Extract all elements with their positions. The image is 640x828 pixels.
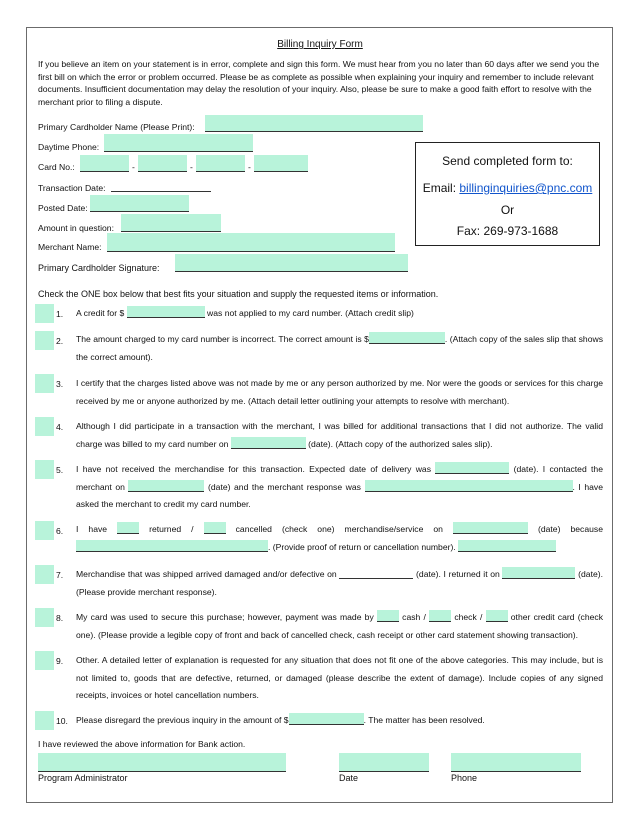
option-9-text: Other. A detailed letter of explanation is requested for any situation that does not fit one of the above categories. This may include, but is not limited to, goods that are defective, returned, or damaged (please describe the extent of damage). Include copies of any signed receipts, invoices or hotel cancellation numbers.	[76, 655, 603, 700]
card-no-field-1[interactable]	[80, 155, 129, 172]
instructions-text: Check the ONE box below that best fits your situation and supply the requested items or information.	[38, 289, 439, 299]
option-3-checkbox[interactable]	[35, 374, 54, 393]
contact-or: Or	[500, 203, 515, 217]
option-8-cash-check[interactable]	[377, 610, 399, 622]
posted-date-field[interactable]	[90, 195, 189, 212]
option-5-checkbox[interactable]	[35, 460, 54, 479]
option-10-checkbox[interactable]	[35, 711, 54, 730]
intro-paragraph: If you believe an item on your statement is in error, complete and sign this form. We must hear from you no later than 60 days after we send you the first bill on which the error or problem occurred. Please be as complete as possible when explaining your inquiry and remember to include relevant documents. Insufficient documentation may delay the resolution of your inquiry. Also, please be sure to make a good faith effort to resolve with the merchant prior to filing a dispute.	[38, 59, 600, 107]
option-1-text: A credit for $ was not applied to my card number. (Attach credit slip)	[76, 308, 414, 318]
daytime-phone-field[interactable]	[104, 134, 253, 152]
option-5-response-field[interactable]	[365, 480, 573, 492]
option-8-checkbox[interactable]	[35, 608, 54, 627]
signature-label: Primary Cardholder Signature:	[38, 263, 160, 273]
amount-field[interactable]	[121, 214, 221, 232]
option-number: 8.	[56, 613, 64, 623]
option-4-text: Although I did participate in a transaction with the merchant, I was billed for additional transactions that I did not authorize. The valid charge was billed to my card number on (date). (Attach copy of the authorized sales slip).	[76, 421, 603, 449]
review-statement: I have reviewed the above information for Bank action.	[38, 739, 246, 749]
option-6-text: I have returned / cancelled (check one) merchandise/service on (date) because . (Provide proof of return or cancellation number).	[76, 524, 603, 552]
option-number: 5.	[56, 465, 64, 475]
option-number: 2.	[56, 336, 64, 346]
option-6-date-field[interactable]	[453, 522, 528, 534]
option-4-date-field[interactable]	[231, 437, 306, 449]
transaction-date-field[interactable]	[111, 175, 211, 192]
option-1-checkbox[interactable]	[35, 304, 54, 323]
option-4-checkbox[interactable]	[35, 417, 54, 436]
option-6-checkbox[interactable]	[35, 521, 54, 540]
option-6-cancellation-field[interactable]	[458, 540, 556, 552]
cardholder-name-field[interactable]	[205, 115, 423, 132]
program-administrator-label: Program Administrator	[38, 773, 128, 783]
amount-label: Amount in question:	[38, 223, 114, 233]
merchant-name-field[interactable]	[107, 233, 395, 252]
card-no-field-2[interactable]	[138, 155, 187, 172]
option-number: 3.	[56, 379, 64, 389]
option-number: 7.	[56, 570, 64, 580]
option-number: 1.	[56, 309, 64, 319]
option-number: 4.	[56, 422, 64, 432]
option-9-checkbox[interactable]	[35, 651, 54, 670]
option-7-text: Merchandise that was shipped arrived damaged and/or defective on (date). I returned it on (date). (Please provide merchant response).	[76, 569, 603, 597]
date-field[interactable]	[339, 753, 429, 772]
card-no-dash: -	[190, 162, 193, 172]
card-no-field-4[interactable]	[254, 155, 308, 172]
card-no-field-3[interactable]	[196, 155, 245, 172]
option-3-text: I certify that the charges listed above was not made by me or any person authorized by me. Nor were the goods or services for this charge received by me or anyone authorized by me. (Attach detail letter outlining your attempts to resolve with merchant).	[76, 378, 603, 406]
option-7-arrival-date-field[interactable]	[339, 567, 413, 579]
card-no-dash: -	[248, 162, 251, 172]
card-no-dash: -	[132, 162, 135, 172]
option-6-cancelled-check[interactable]	[204, 522, 226, 534]
form-title: Billing Inquiry Form	[277, 39, 363, 50]
daytime-phone-label: Daytime Phone:	[38, 142, 100, 152]
contact-box	[415, 142, 600, 246]
phone-field[interactable]	[451, 753, 581, 772]
option-1-amount-field[interactable]	[127, 306, 205, 318]
option-5-contact-date-field[interactable]	[128, 480, 204, 492]
posted-date-label: Posted Date:	[38, 203, 88, 213]
contact-fax: Fax: 269-973-1688	[456, 224, 559, 238]
contact-heading: Send completed form to:	[442, 154, 573, 168]
option-number: 10.	[56, 716, 68, 726]
option-8-credit-card-check[interactable]	[486, 610, 508, 622]
option-8-text: My card was used to secure this purchase; however, payment was made by cash / check / other credit card (check one). (Please provide a legible copy of front and back of cancelled check, cash receipt or other card statement showing transaction).	[76, 612, 604, 640]
option-7-checkbox[interactable]	[35, 565, 54, 584]
option-5-delivery-date-field[interactable]	[435, 462, 509, 474]
option-2-amount-field[interactable]	[369, 332, 445, 344]
option-2-checkbox[interactable]	[35, 331, 54, 350]
option-10-text: Please disregard the previous inquiry in the amount of $ . The matter has been resolved.	[76, 715, 485, 725]
option-number: 6.	[56, 526, 64, 536]
card-no-label: Card No.:	[38, 162, 75, 172]
option-6-reason-field[interactable]	[76, 540, 268, 552]
option-number: 9.	[56, 656, 64, 666]
signature-field[interactable]	[175, 254, 408, 272]
phone-label: Phone	[451, 773, 478, 783]
email-link[interactable]: billinginquiries@pnc.com	[459, 181, 593, 195]
option-7-return-date-field[interactable]	[502, 567, 575, 579]
contact-email-line	[416, 181, 599, 195]
option-6-returned-check[interactable]	[117, 522, 139, 534]
date-label: Date	[339, 773, 359, 783]
option-10-amount-field[interactable]	[289, 713, 364, 725]
email-label: Email:	[422, 181, 457, 195]
option-2-text: The amount charged to my card number is incorrect. The correct amount is $ . (Attach copy of the sales slip that shows the correct amount).	[76, 334, 603, 362]
option-5-text: I have not received the merchandise for this transaction. Expected date of delivery was (date). I contacted the merchant on (date) and the merchant response was . I have asked the merchant to credit my card number.	[76, 464, 603, 509]
cardholder-name-label: Primary Cardholder Name (Please Print):	[38, 122, 195, 132]
program-administrator-field[interactable]	[38, 753, 286, 772]
merchant-name-label: Merchant Name:	[38, 242, 102, 252]
transaction-date-label: Transaction Date:	[38, 183, 106, 193]
option-8-check-check[interactable]	[429, 610, 451, 622]
